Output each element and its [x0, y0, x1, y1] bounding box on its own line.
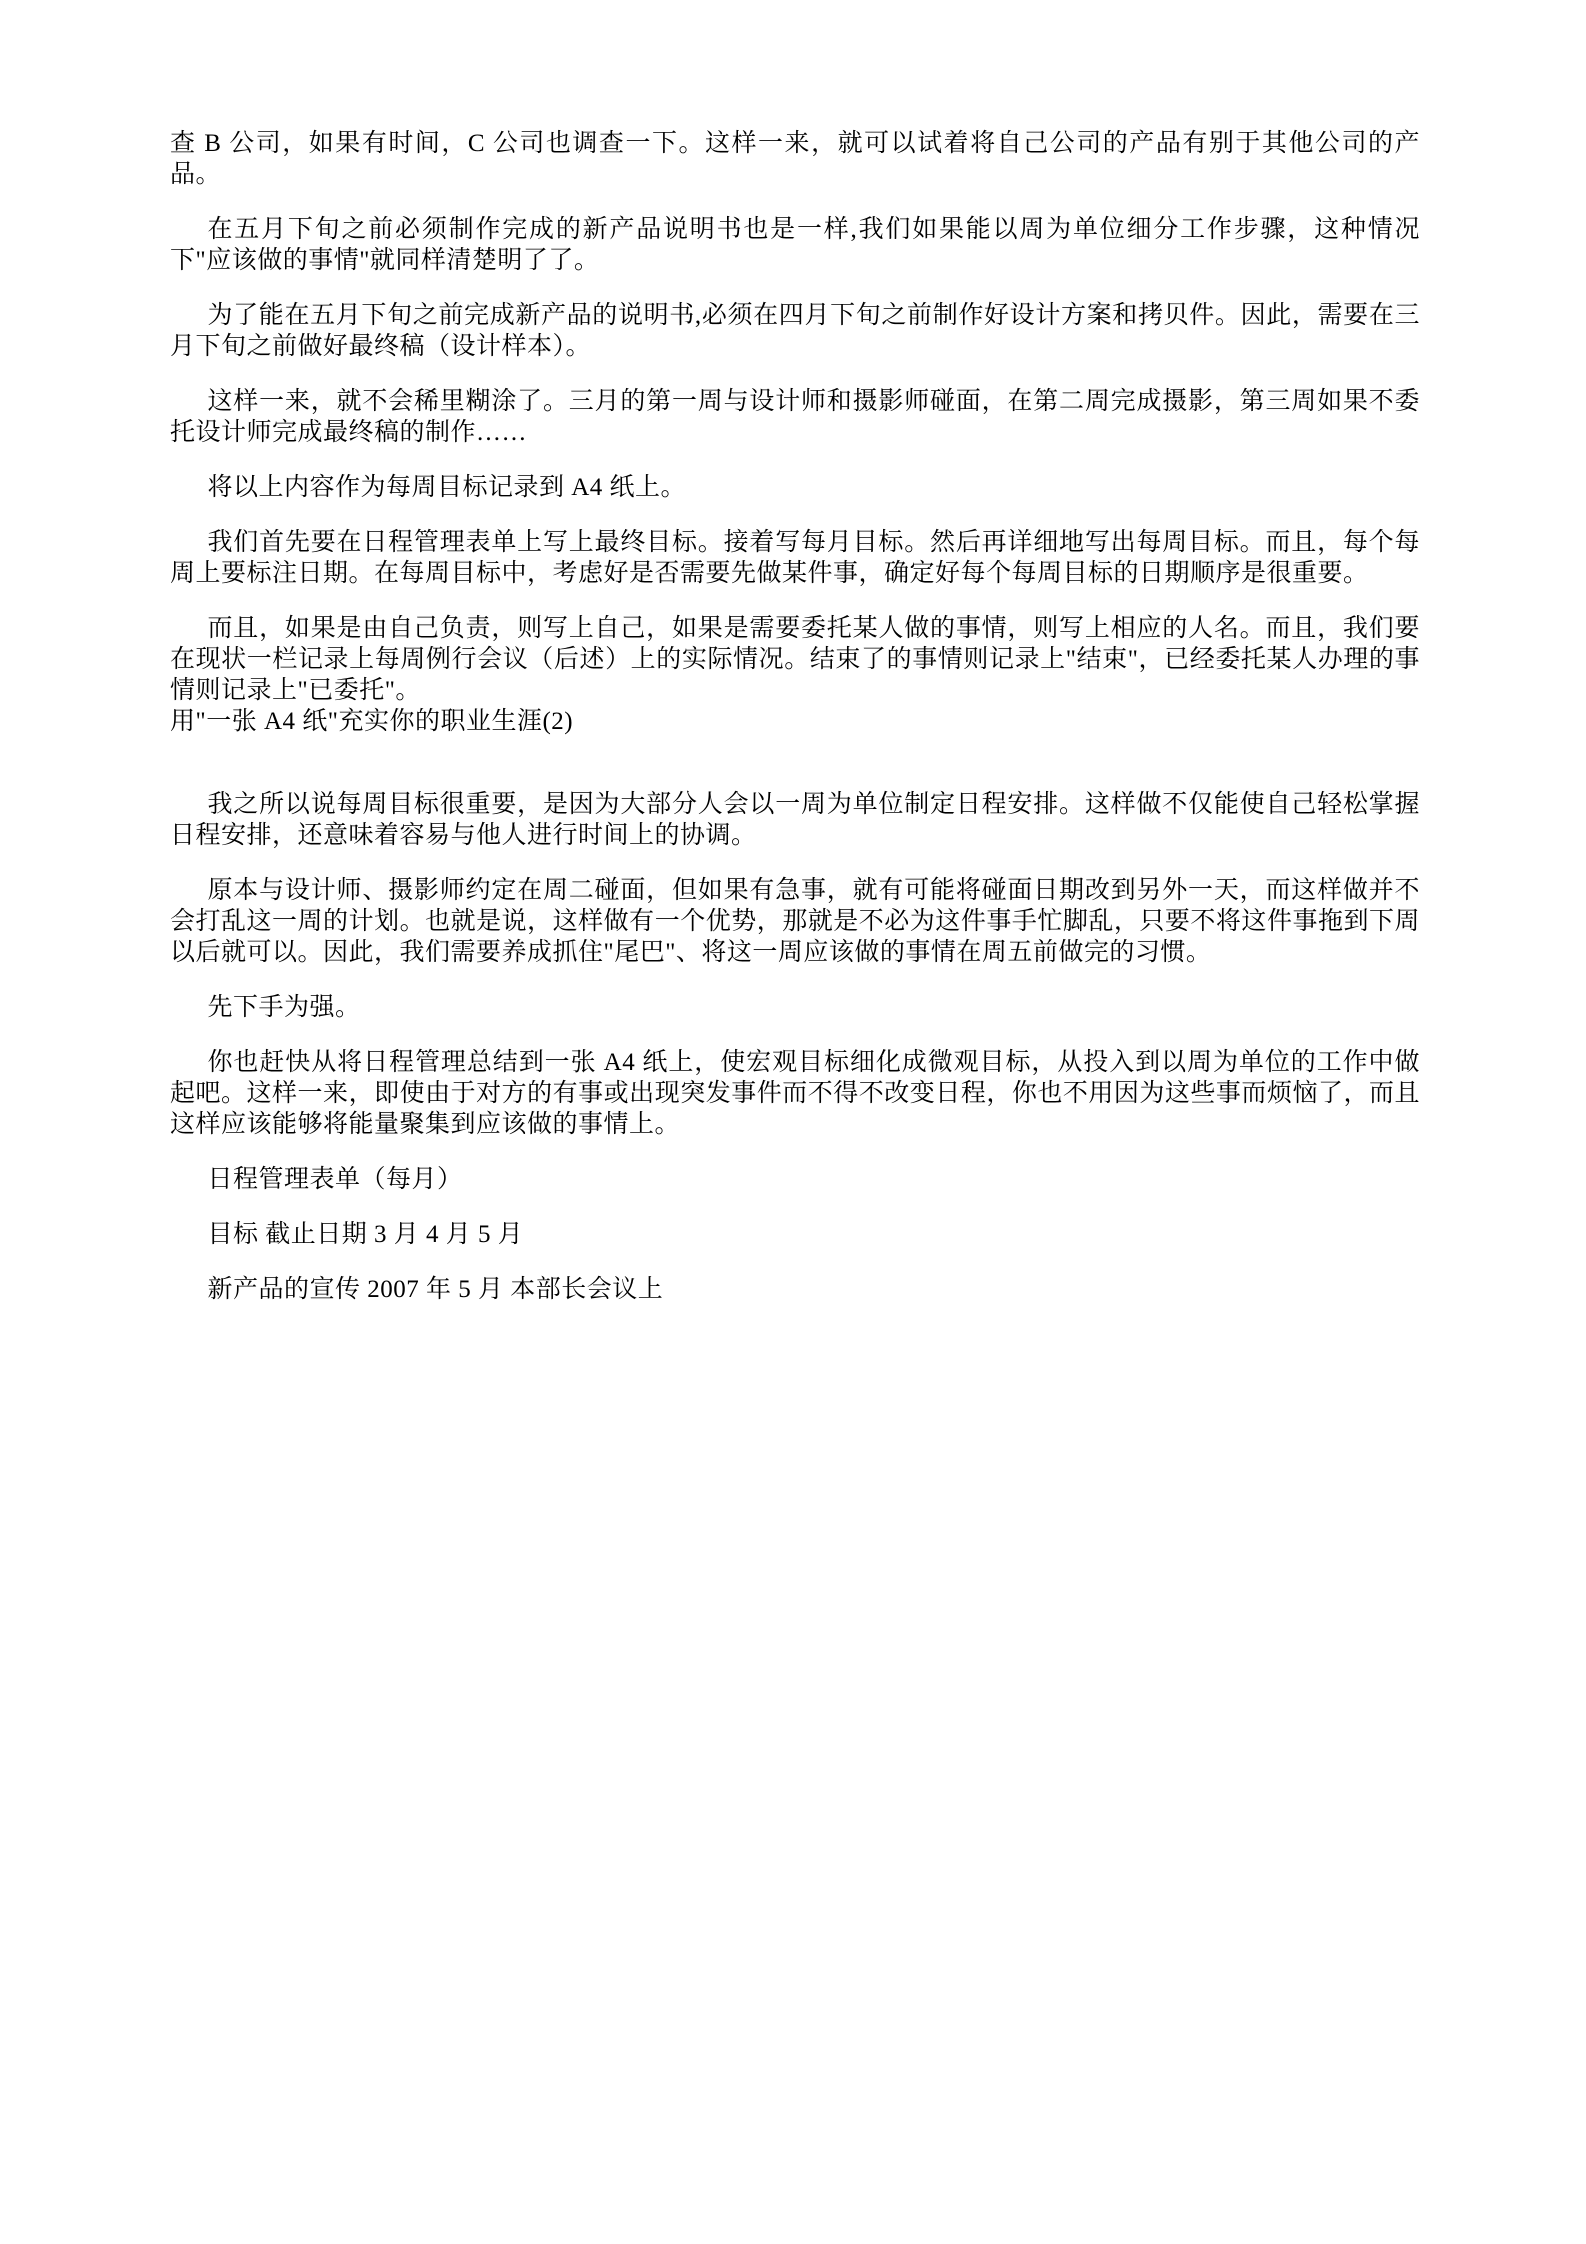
paragraph: 原本与设计师、摄影师约定在周二碰面，但如果有急事，就有可能将碰面日期改到另外一天，而这样做并不会打乱这一周的计划。也就是说，这样做有一个优势，那就是不必为这件事手忙脚乱，只要不将这件事拖到下周以后就可以。因此，我们需要养成抓住"尾巴"、将这一周应该做的事情在周五前做完的习惯。	[170, 877, 1420, 966]
section-title: 用"一张 A4 纸"充实你的职业生涯(2)	[170, 708, 574, 735]
table-row-line: 新产品的宣传 2007 年 5 月 本部长会议上	[207, 1276, 664, 1303]
table-caption: 日程管理表单（每月）	[207, 1166, 463, 1193]
paragraph: 将以上内容作为每周目标记录到 A4 纸上。	[207, 474, 687, 501]
paragraph: 先下手为强。	[207, 994, 361, 1021]
paragraph: 在五月下旬之前必须制作完成的新产品说明书也是一样,我们如果能以周为单位细分工作步骤，这种情况下"应该做的事情"就同样清楚明了了。	[170, 216, 1420, 274]
table-header-line: 目标 截止日期 3 月 4 月 5 月	[207, 1221, 524, 1248]
paragraph: 我之所以说每周目标很重要，是因为大部分人会以一周为单位制定日程安排。这样做不仅能使自己轻松掌握日程安排，还意味着容易与他人进行时间上的协调。	[170, 791, 1420, 849]
paragraph: 我们首先要在日程管理表单上写上最终目标。接着写每月目标。然后再详细地写出每周目标。而且，每个每周上要标注日期。在每周目标中，考虑好是否需要先做某件事，确定好每个每周目标的日期顺序是很重要。	[170, 529, 1420, 587]
paragraph: 为了能在五月下旬之前完成新产品的说明书,必须在四月下旬之前制作好设计方案和拷贝件。因此，需要在三月下旬之前做好最终稿（设计样本）。	[170, 302, 1420, 360]
paragraph: 查 B 公司，如果有时间，C 公司也调查一下。这样一来，就可以试着将自己公司的产品有别于其他公司的产品。	[170, 130, 1420, 188]
paragraph: 你也赶快从将日程管理总结到一张 A4 纸上，使宏观目标细化成微观目标，从投入到以周为单位的工作中做起吧。这样一来，即使由于对方的有事或出现突发事件而不得不改变日程，你也不用因为这些事而烦恼了，而且这样应该能够将能量聚集到应该做的事情上。	[170, 1049, 1420, 1138]
paragraph: 这样一来，就不会稀里糊涂了。三月的第一周与设计师和摄影师碰面，在第二周完成摄影，第三周如果不委托设计师完成最终稿的制作……	[170, 388, 1420, 446]
paragraph: 而且，如果是由自己负责，则写上自己，如果是需要委托某人做的事情，则写上相应的人名。而且，我们要在现状一栏记录上每周例行会议（后述）上的实际情况。结束了的事情则记录上"结束"，已经委托某人办理的事情则记录上"已委托"。	[170, 615, 1420, 704]
document-content	[170, 128, 1420, 1305]
